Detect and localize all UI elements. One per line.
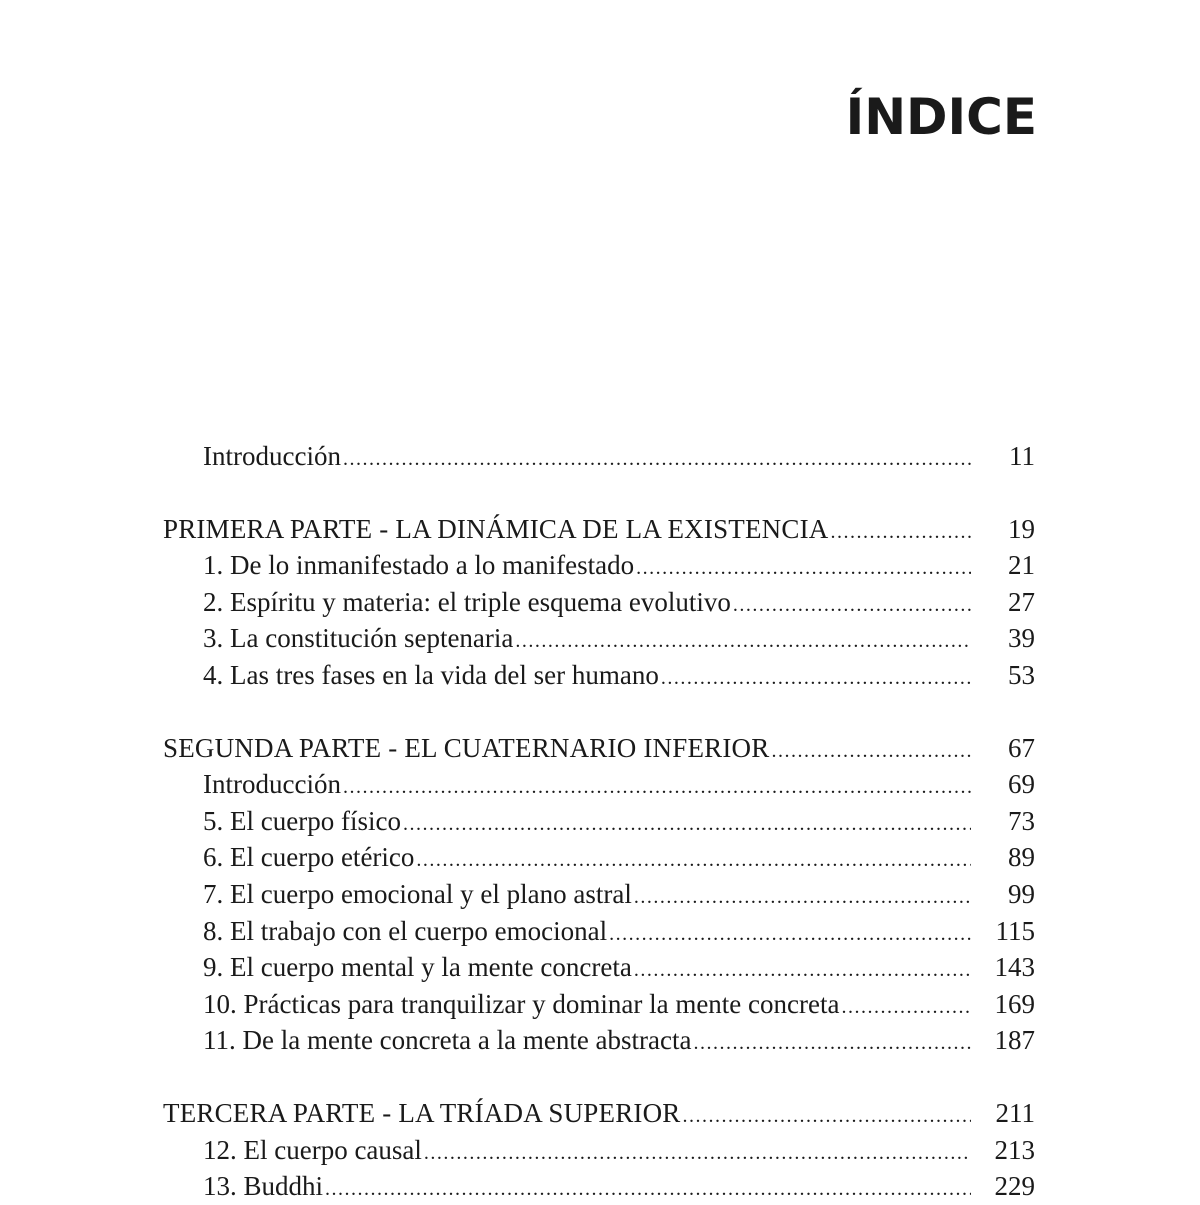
toc-part-heading [163,511,1035,548]
toc-entry [163,620,1035,657]
toc-entry [163,584,1035,621]
dot-leader [634,876,971,913]
toc-page-number: 39 [1008,623,1035,654]
toc-entry [163,876,1035,913]
dot-leader [661,657,971,694]
toc-entry [163,803,1035,840]
toc-entry [163,949,1035,986]
toc-entry [163,1168,1035,1205]
toc-entry-label: 4. Las tres fases en la vida del ser humano [203,659,659,690]
toc-entry [163,986,1035,1023]
table-of-contents [163,438,1035,1205]
toc-page-number: 21 [1008,550,1035,581]
toc-entry-label: 5. El cuerpo físico [203,805,401,836]
toc-entry-label: 1. De lo inmanifestado a lo manifestado [203,550,635,581]
toc-entry-label: 9. El cuerpo mental y la mente concreta [203,952,632,983]
toc-page-number: 27 [1008,586,1035,617]
toc-entry-label: 12. El cuerpo causal [203,1134,422,1165]
toc-page-number: 213 [994,1134,1035,1165]
page-title: ÍNDICE [845,88,1037,146]
toc-page-number: 169 [994,988,1035,1019]
dot-leader [636,547,971,584]
toc-entry-label: 13. Buddhi [203,1171,324,1202]
toc-part-label: TERCERA PARTE - LA TRÍADA SUPERIOR [163,1097,681,1128]
toc-entry-label: 11. De la mente concreta a la mente abstracta [203,1025,692,1056]
dot-leader [403,803,971,840]
dot-leader [416,839,971,876]
toc-entry [163,1022,1035,1059]
toc-entry-label: 6. El cuerpo etérico [203,842,415,873]
toc-page-number: 73 [1008,805,1035,836]
dot-leader [325,1168,971,1205]
dot-leader [343,766,971,803]
toc-page-number: 187 [994,1025,1035,1056]
toc-entry-label: Introducción [203,769,341,800]
dot-leader [634,949,971,986]
toc-part-heading [163,1095,1035,1132]
toc-page-number: 69 [1008,769,1035,800]
dot-leader [733,584,971,621]
toc-entry-label: 10. Prácticas para tranquilizar y dominar la mente concreta [203,988,840,1019]
toc-entry-label: 3. La constitución septenaria [203,623,514,654]
toc-entry [163,1132,1035,1169]
toc-page-number: 67 [1008,732,1035,763]
dot-leader [343,438,971,475]
toc-page-number: 211 [995,1097,1035,1128]
toc-page-number: 11 [1009,441,1035,471]
toc-entry [163,766,1035,803]
dot-leader [694,1022,972,1059]
toc-page-number: 143 [994,952,1035,983]
toc-page-number: 53 [1008,659,1035,690]
toc-page-number: 19 [1008,513,1035,544]
toc-entry-label: 2. Espíritu y materia: el triple esquema evolutivo [203,586,731,617]
dot-leader [683,1095,971,1132]
toc-part-heading [163,730,1035,767]
toc-entry-intro [163,438,1035,475]
toc-page-number: 229 [994,1171,1035,1202]
toc-entry [163,547,1035,584]
dot-leader [771,730,971,767]
toc-part-label: PRIMERA PARTE - LA DINÁMICA DE LA EXISTENCIA [163,513,829,544]
toc-entry-label: Introducción [203,441,341,471]
dot-leader [515,620,971,657]
toc-part-label: SEGUNDA PARTE - EL CUATERNARIO INFERIOR [163,732,770,763]
dot-leader [424,1132,971,1169]
toc-page-number: 89 [1008,842,1035,873]
toc-entry [163,913,1035,950]
toc-entry [163,839,1035,876]
toc-entry-label: 7. El cuerpo emocional y el plano astral [203,878,632,909]
dot-leader [830,511,971,548]
toc-entry-label: 8. El trabajo con el cuerpo emocional [203,915,608,946]
toc-page-number: 99 [1008,878,1035,909]
dot-leader [841,986,971,1023]
toc-page-number: 115 [995,915,1035,946]
toc-entry [163,657,1035,694]
dot-leader [609,913,971,950]
